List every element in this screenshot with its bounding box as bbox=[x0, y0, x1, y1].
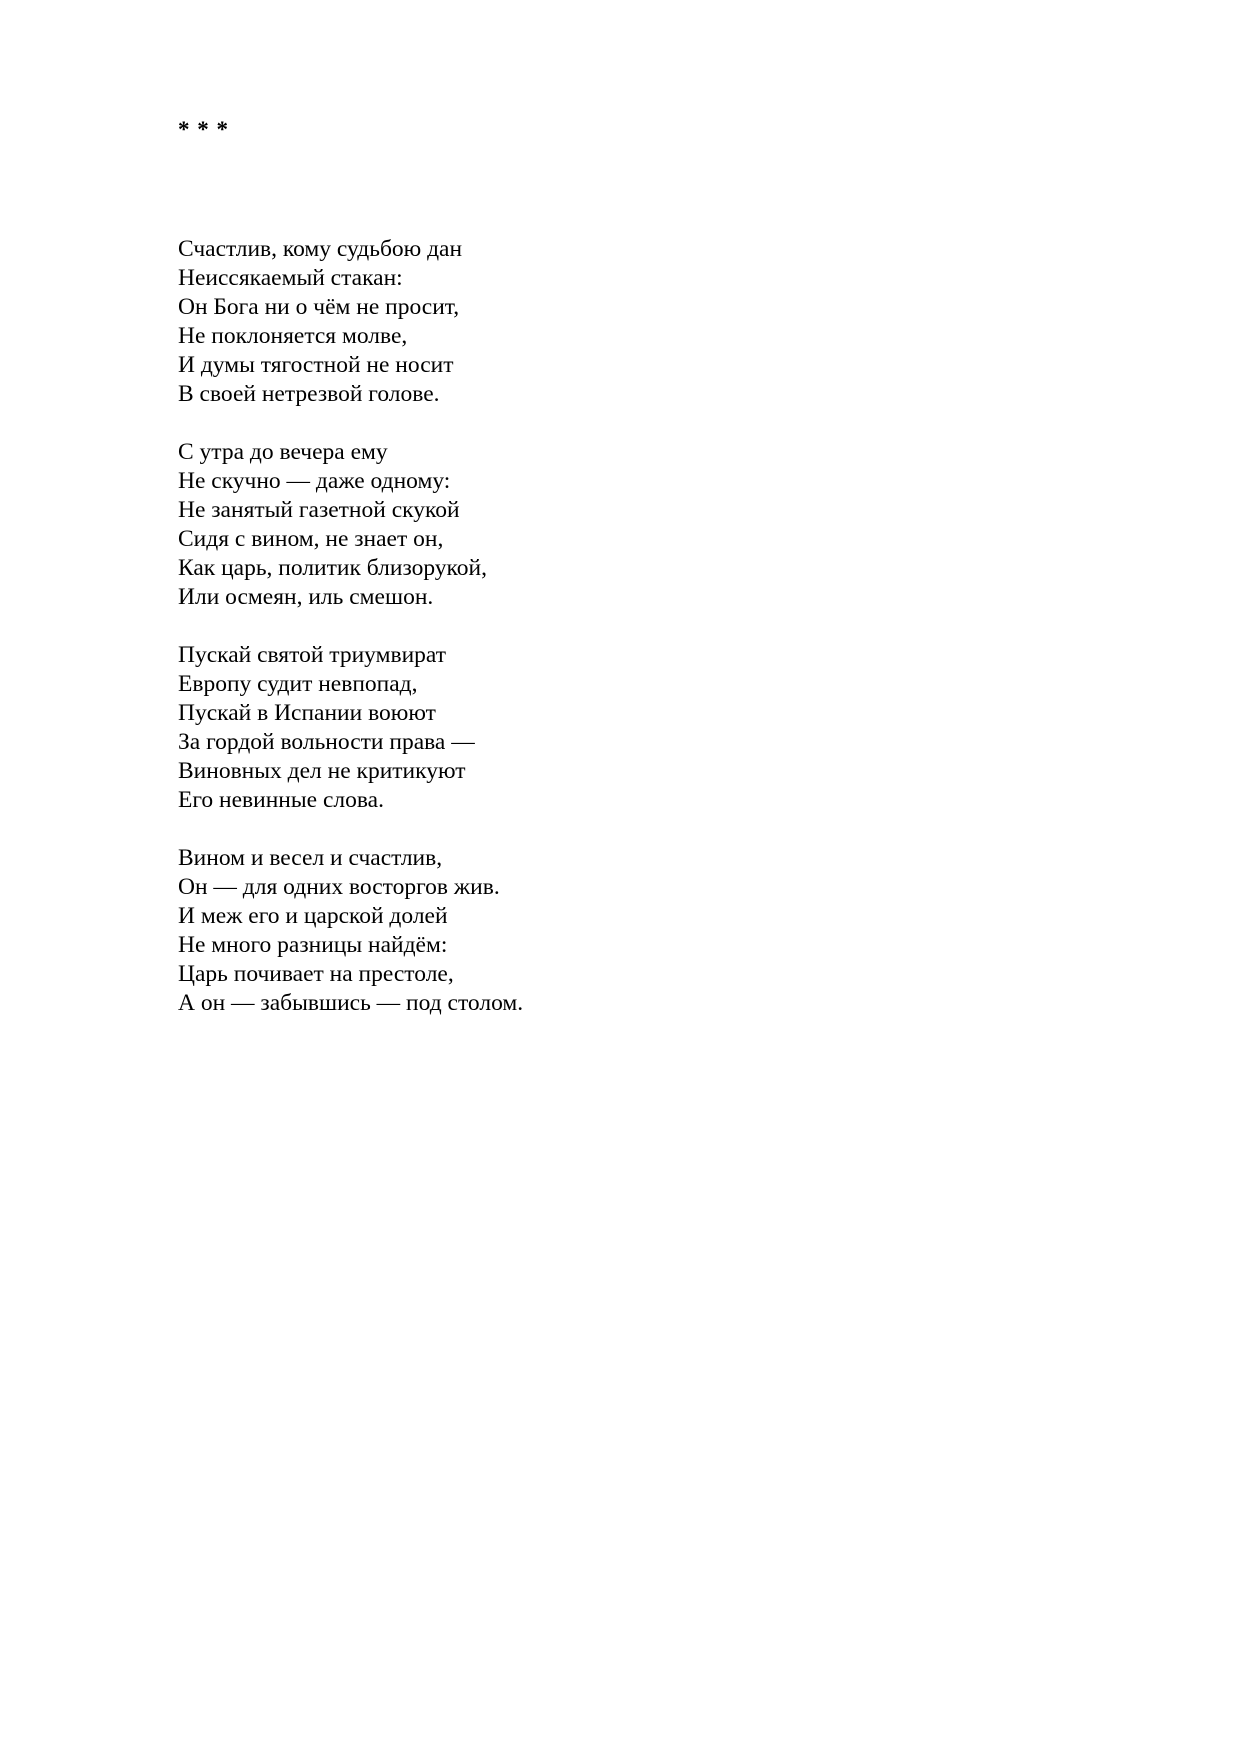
stanza bbox=[178, 641, 1078, 815]
stanza bbox=[178, 844, 1078, 1018]
poem-line: Или осмеян, иль смешон. bbox=[178, 584, 434, 610]
poem-body bbox=[178, 235, 1078, 1047]
poem-line: Пускай святой триумвират bbox=[178, 642, 446, 668]
poem-line: Виновных дел не критикуют bbox=[178, 758, 466, 784]
poem-line: А он — забывшись — под столом. bbox=[178, 990, 524, 1016]
poem-line: И думы тягостной не носит bbox=[178, 352, 454, 378]
poem-line: Не скучно — даже одному: bbox=[178, 468, 451, 494]
poem-line: Его невинные слова. bbox=[178, 787, 384, 813]
poem-line: За гордой вольности права — bbox=[178, 729, 475, 755]
poem-line: Царь почивает на престоле, bbox=[178, 961, 454, 987]
poem-line: Он — для одних восторгов жив. bbox=[178, 874, 500, 900]
poem-line: Не много разницы найдём: bbox=[178, 932, 448, 958]
poem-line: Не занятый газетной скукой bbox=[178, 497, 460, 523]
poem-line: С утра до вечера ему bbox=[178, 439, 388, 465]
poem-line: Как царь, политик близорукой, bbox=[178, 555, 487, 581]
poem-line: Неиссякаемый стакан: bbox=[178, 265, 403, 291]
poem-line: Не поклоняется молве, bbox=[178, 323, 408, 349]
poem-line: Сидя с вином, не знает он, bbox=[178, 526, 444, 552]
stanza bbox=[178, 235, 1078, 409]
poem-line: Пускай в Испании воюют bbox=[178, 700, 436, 726]
poem-line: Он Бога ни о чём не просит, bbox=[178, 294, 460, 320]
stanza bbox=[178, 438, 1078, 612]
poem-line: В своей нетрезвой голове. bbox=[178, 381, 440, 407]
poem-heading: * * * bbox=[178, 117, 229, 142]
poem-line: Вином и весел и счастлив, bbox=[178, 845, 443, 871]
poem-line: И меж его и царской долей bbox=[178, 903, 448, 929]
poem-line: Европу судит невпопад, bbox=[178, 671, 418, 697]
poem-line: Счастлив, кому судьбою дан bbox=[178, 236, 463, 262]
